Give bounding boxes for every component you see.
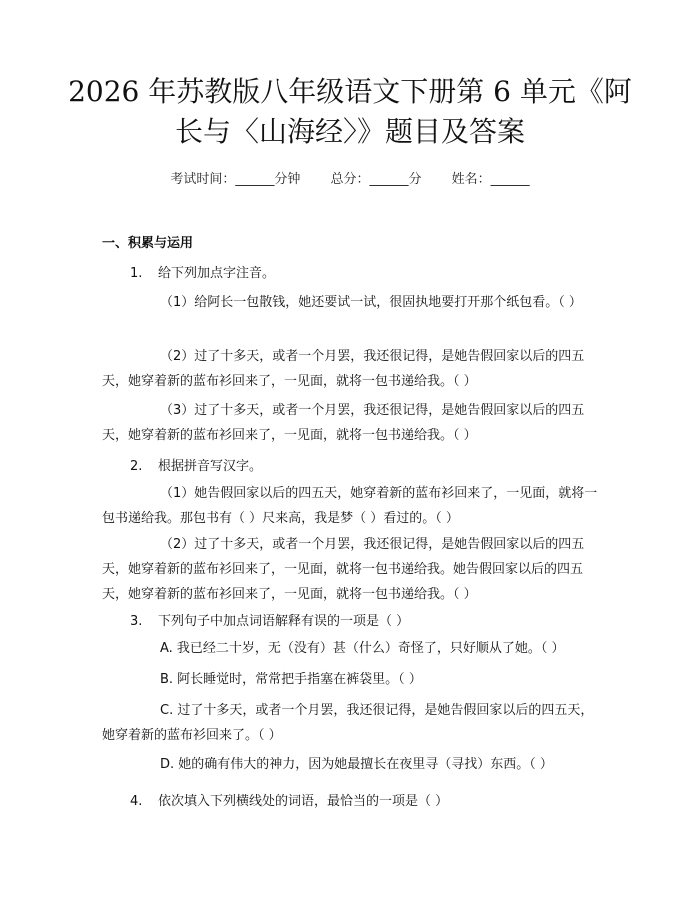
question-text: 依次填入下列横线处的词语，最恰当的一项是（ ） [158,794,449,809]
document-title [0,72,700,152]
question-number: 4. [130,794,143,809]
exam-time: 考试时间：______分钟 [170,172,301,187]
question-1-item-1: （1）给阿长一包散钱，她还要试一试，很固执地要打开那个纸包看。（ ） [160,295,582,310]
option-b: B. 阿长睡觉时，常常把手指塞在裤袋里。（ ） [160,672,422,687]
question-number: 3. [130,614,143,629]
exam-score: 总分：______分 [330,172,422,187]
question-1-item-2: （2）过了十多天，或者一个月罢，我还很记得，是她告假回家以后的四五天，她穿着新的蓝布衫回来了，一见面，就将一包书递给我。（ ） [102,349,585,389]
option-a: A. 我已经二十岁，无（没有）甚（什么）奇怪了，只好顺从了她。（ ） [160,641,565,656]
question-1 [130,262,275,281]
question-text: 给下列加点字注音。 [158,266,276,281]
question-text: 根据拼音写汉字。 [158,459,263,474]
title-line-2: 长与〈山海经〉》题目及答案 [174,115,525,148]
question-3 [130,610,409,629]
exam-info [0,168,700,187]
student-name: 姓名：______ [451,172,530,187]
section-heading: 一、积累与运用 [102,236,194,251]
question-1-item-3: （3）过了十多天，或者一个月罢，我还很记得，是她告假回家以后的四五天，她穿着新的蓝布衫回来了，一见面，就将一包书递给我。（ ） [102,403,585,443]
question-2 [130,455,262,474]
option-c: C. 过了十多天，或者一个月罢，我还很记得，是她告假回家以后的四五天，她穿着新的蓝布衫回来了。（ ） [102,703,594,743]
question-2-item-1: （1）她告假回家以后的四五天，她穿着新的蓝布衫回来了，一见面，就将一包书递给我。那包书有（ ）尺来高，我是梦（ ）看过的。（ ） [102,486,598,526]
title-line-1: 2026 年苏教版八年级语文下册第 6 单元《阿 [68,75,632,108]
question-2-item-2: （2）过了十多天，或者一个月罢，我还很记得，是她告假回家以后的四五天，她穿着新的蓝布衫回来了，一见面，就将一包书递给我。她告假回家以后的四五天，她穿着新的蓝布衫回来了，一见面，就将一包书递给我。（ ） [102,537,585,602]
question-4 [130,790,448,809]
question-text: 下列句子中加点词语解释有误的一项是（ ） [158,614,410,629]
question-number: 1. [130,266,143,281]
question-number: 2. [130,459,143,474]
option-d: D. 她的确有伟大的神力，因为她最擅长在夜里寻（寻找）东西。（ ） [160,757,553,772]
